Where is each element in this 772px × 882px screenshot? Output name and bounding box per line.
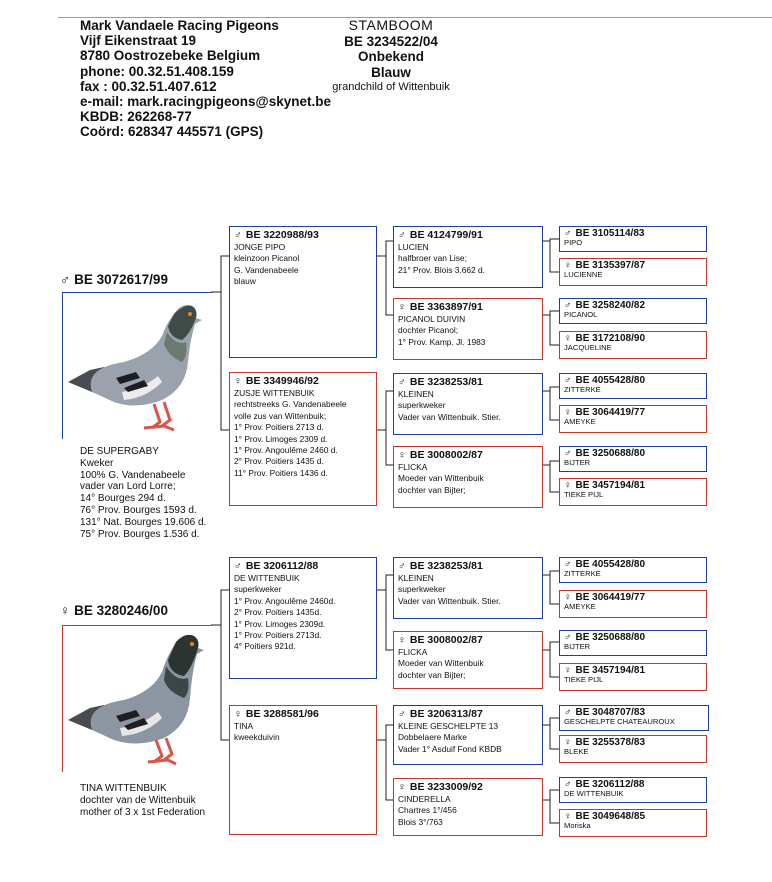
- gen4-name: DE WITTENBUIK: [564, 789, 624, 798]
- gen3-box-7: [393, 705, 543, 765]
- gen3-box-3: [393, 373, 543, 435]
- gen3-box-8: [393, 778, 543, 836]
- gen4-name: ZITTERKE: [564, 569, 601, 578]
- female-symbol-icon: ♀: [564, 811, 572, 822]
- sire-info-line: 75° Prov. Bourges 1.536 d.: [80, 528, 200, 540]
- gen4-box-7: [559, 446, 707, 472]
- sire-ring-label: [60, 272, 168, 287]
- gen4-name: LUCIENNE: [564, 270, 603, 279]
- female-symbol-icon: ♀: [234, 375, 242, 387]
- pedigree-line: Vader van Wittenbuik. Stier.: [398, 595, 501, 606]
- male-symbol-icon: ♂: [564, 228, 572, 239]
- male-symbol-icon: ♂: [398, 560, 406, 572]
- male-symbol-icon: ♂: [234, 560, 242, 572]
- pedigree-line: LUCIEN: [398, 242, 429, 252]
- gen4-box-4: [559, 331, 707, 359]
- pedigree-line: dochter van Bijter;: [398, 484, 466, 495]
- sire-info-line: DE SUPERGABY: [80, 446, 159, 457]
- pedigree-line: 2° Prov. Poitiers 1435d.: [234, 607, 322, 618]
- gen4-name: PICANOL: [564, 310, 598, 319]
- male-symbol-icon: ♂: [234, 229, 242, 241]
- male-symbol-icon: ♂: [564, 375, 572, 386]
- female-symbol-icon: ♀: [60, 603, 71, 618]
- pedigree-line: 1° Prov. Kamp. Jl. 1983: [398, 336, 486, 347]
- gen4-ring: BE 3172108/90: [575, 333, 646, 344]
- pedigree-line: rechtstreeks G. Vandenabeele: [234, 399, 347, 410]
- dam-ring-label: [60, 603, 168, 618]
- dam-info-line: TINA WITTENBUIK: [80, 783, 167, 794]
- gen4-name: AMEYKE: [564, 602, 596, 611]
- gen4-ring: BE 4055428/80: [575, 559, 646, 570]
- gen4-box-1: [559, 226, 707, 252]
- pedigree-title: STAMBOOM: [348, 17, 434, 33]
- sire-info-line: Kweker: [80, 457, 114, 469]
- sire-info-line: vader van Lord Lorre;: [80, 481, 176, 493]
- granddam-maternal-ring: ♀ BE 3288581/96: [234, 708, 319, 720]
- male-symbol-icon: ♂: [564, 300, 572, 311]
- female-symbol-icon: ♀: [398, 449, 406, 461]
- female-symbol-icon: ♀: [564, 737, 572, 748]
- pedigree-line: KLEINE GESCHELPTE 13: [398, 721, 499, 731]
- subject-note: grandchild of Wittenbuik: [332, 81, 450, 93]
- female-symbol-icon: ♀: [564, 333, 572, 344]
- female-symbol-icon: ♀: [398, 301, 406, 313]
- gen4-name: GESCHELPTE CHATEAUROUX: [564, 717, 675, 726]
- gen4-box-8: [559, 478, 707, 506]
- gen4-ring: BE 3206112/88: [575, 779, 645, 790]
- gen4-ring: BE 3064419/77: [575, 407, 646, 418]
- pedigree-line: dochter van Bijter;: [398, 669, 466, 680]
- pedigree-line: FLICKA: [398, 462, 428, 472]
- pedigree-line: 1° Prov. Poitiers 2713d.: [234, 630, 322, 641]
- gen4-ring: BE 3250688/80: [575, 448, 646, 459]
- breeder-phone: phone: 00.32.51.408.159: [80, 63, 234, 79]
- gen4-box-10: [559, 590, 707, 618]
- gen4-name: BIJTER: [564, 458, 591, 467]
- subject-color: Blauw: [371, 64, 411, 80]
- sire-info-line: 100% G. Vandenabeele: [80, 469, 186, 481]
- pedigree-line: Dobbelaere Marke: [398, 732, 467, 743]
- pedigree-line: 21° Prov. Blois 3.662 d.: [398, 264, 485, 275]
- pedigree-line: 1° Prov. Limoges 2309d.: [234, 618, 326, 629]
- pedigree-line: kleinzoon Picanol: [234, 253, 300, 264]
- gen4-name: Moriska: [564, 821, 591, 830]
- pedigree-line: PICANOL DUIVIN: [398, 314, 466, 324]
- pedigree-line: volle zus van Wittenbuik;: [234, 410, 327, 421]
- gen4-ring: BE 3457194/81: [575, 480, 646, 491]
- gen4-name: TIEKE PIJL: [564, 675, 604, 684]
- gen3-ring: BE 3008002/87: [409, 634, 483, 646]
- gen3-ring: BE 3206313/87: [409, 708, 483, 720]
- gen4-ring: BE 3135397/87: [575, 260, 646, 271]
- gen4-box-13: [559, 705, 709, 731]
- pedigree-line: 1° Prov. Angoulême 2460 d.: [234, 445, 338, 456]
- grandsire-paternal-ring: ♂ BE 3220988/93: [234, 229, 319, 241]
- pedigree-line: dochter Picanol;: [398, 325, 459, 336]
- pedigree-line: blauw: [234, 276, 256, 287]
- breeder-name: Mark Vandaele Racing Pigeons: [80, 18, 279, 33]
- sire-info-line: 14° Bourges 294 d.: [80, 493, 166, 505]
- grandsire-paternal-box: [229, 226, 377, 358]
- gen4-name: PIPO: [564, 238, 583, 247]
- female-symbol-icon: ♀: [398, 634, 406, 646]
- gen3-ring: BE 3238253/81: [409, 376, 483, 388]
- gen3-box-1: [393, 226, 543, 288]
- female-symbol-icon: ♀: [564, 480, 572, 491]
- gen4-ring: BE 3250688/80: [575, 632, 646, 643]
- pedigree-line: superkweker: [398, 584, 446, 595]
- dam-info-line: dochter van de Wittenbuik: [80, 794, 196, 806]
- sire-ring: BE 3072617/99: [74, 272, 168, 287]
- pedigree-line: ZUSJE WITTENBUIK: [234, 388, 315, 398]
- gen4-ring: BE 3105114/83: [575, 228, 645, 239]
- sire-info: [80, 446, 206, 540]
- pedigree-line: DE WITTENBUIK: [234, 573, 300, 583]
- gen4-ring: BE 3255378/83: [575, 737, 646, 748]
- breeder-gps: Coörd: 628347 445571 (GPS): [80, 124, 264, 140]
- breeder-street: Vijf Eikenstraat 19: [80, 33, 197, 49]
- sire-info-line: 131° Nat. Bourges 19.606 d.: [80, 516, 207, 528]
- gen4-name: ZITTERKE: [564, 385, 601, 394]
- female-symbol-icon: ♀: [398, 781, 406, 793]
- pedigree-line: 1° Prov. Limoges 2309 d.: [234, 433, 328, 444]
- breeder-kbdb: KBDB: 262268-77: [80, 109, 192, 125]
- pedigree-line: 4° Poitiers 921d.: [234, 641, 296, 652]
- gen3-box-4: [393, 446, 543, 508]
- pedigree-line: 1° Prov. Angoulême 2460d.: [234, 595, 336, 606]
- gen4-box-12: [559, 663, 707, 691]
- gen4-box-9: [559, 557, 707, 583]
- gen3-ring: BE 4124799/91: [409, 229, 483, 241]
- male-symbol-icon: ♂: [398, 708, 406, 720]
- gen4-box-2: [559, 258, 707, 286]
- gen3-box-5: [393, 557, 543, 619]
- gen4-ring: BE 3049648/85: [575, 811, 646, 822]
- gen4-ring: BE 4055428/80: [575, 375, 646, 386]
- granddam-paternal-ring: ♀ BE 3349946/92: [234, 375, 319, 387]
- pedigree-line: Blois 3°/763: [398, 816, 443, 827]
- sire-pigeon-photo: [64, 296, 210, 438]
- gen4-ring: BE 3048707/83: [575, 707, 646, 718]
- gen4-ring: BE 3457194/81: [575, 665, 646, 676]
- male-symbol-icon: ♂: [564, 632, 572, 643]
- gen3-ring: BE 3008002/87: [409, 449, 483, 461]
- pedigree-line: JONGE PIPO: [234, 242, 286, 252]
- pedigree-line: superkweker: [234, 584, 282, 595]
- gen4-box-16: [559, 809, 707, 837]
- pedigree-line: Vader van Wittenbuik. Stier.: [398, 411, 501, 422]
- dam-info-line: mother of 3 x 1st Federation: [80, 806, 206, 818]
- dam-info: [80, 783, 205, 818]
- pedigree-line: halfbroer van Lise;: [398, 253, 467, 264]
- gen4-box-6: [559, 405, 707, 433]
- gen4-box-3: [559, 298, 707, 324]
- female-symbol-icon: ♀: [234, 708, 242, 720]
- pedigree-line: Moeder van Wittenbuik: [398, 473, 484, 484]
- gen4-box-15: [559, 777, 707, 803]
- breeder-fax: fax : 00.32.51.407.612: [80, 78, 217, 94]
- subject-ring: BE 3234522/04: [344, 33, 438, 49]
- pedigree-line: KLEINEN: [398, 573, 434, 583]
- gen3-ring: BE 3233009/92: [409, 781, 483, 793]
- dam-pigeon-photo: [64, 628, 210, 770]
- dam-ring: BE 3280246/00: [74, 603, 168, 618]
- gen4-box-14: [559, 735, 707, 763]
- pedigree-line: 11° Prov. Poitiers 1436 d.: [234, 467, 328, 478]
- pedigree-line: Chartres 1°/456: [398, 805, 457, 816]
- female-symbol-icon: ♀: [564, 592, 572, 603]
- female-symbol-icon: ♀: [564, 665, 572, 676]
- gen4-ring: BE 3258240/82: [575, 300, 646, 311]
- pedigree-line: TINA: [234, 721, 254, 731]
- pedigree-line: FLICKA: [398, 647, 428, 657]
- gen3-box-2: [393, 298, 543, 360]
- granddam-paternal-box: [229, 372, 377, 506]
- gen3-ring: BE 3363897/91: [409, 301, 483, 313]
- male-symbol-icon: ♂: [564, 448, 572, 459]
- male-symbol-icon: ♂: [60, 272, 71, 287]
- pedigree-line: 1° Prov. Poitiers 2713 d.: [234, 422, 324, 433]
- gen4-box-5: [559, 373, 707, 399]
- breeder-email: e-mail: mark.racingpigeons@skynet.be: [80, 94, 331, 110]
- gen3-ring: BE 3238253/81: [409, 560, 483, 572]
- subject-sex: Onbekend: [357, 49, 424, 64]
- male-symbol-icon: ♂: [564, 707, 572, 718]
- pedigree-line: G. Vandenabeele: [234, 264, 299, 275]
- gen4-name: BIJTER: [564, 642, 591, 651]
- granddam-maternal-box: [229, 705, 377, 835]
- gen4-name: AMEYKE: [564, 417, 596, 426]
- sire-info-line: 76° Prov. Bourges 1593 d.: [80, 504, 197, 516]
- male-symbol-icon: ♂: [398, 229, 406, 241]
- gen4-name: JACQUELINE: [564, 343, 612, 352]
- male-symbol-icon: ♂: [564, 779, 572, 790]
- gen3-box-6: [393, 631, 543, 689]
- grandsire-maternal-ring: ♂ BE 3206112/88: [234, 560, 319, 572]
- breeder-city: 8780 Oostrozebeke Belgium: [80, 48, 261, 64]
- male-symbol-icon: ♂: [398, 376, 406, 388]
- male-symbol-icon: ♂: [564, 559, 572, 570]
- pedigree-line: Vader 1° Asduif Fond KBDB: [398, 743, 502, 754]
- grandsire-maternal-box: [229, 557, 377, 679]
- pedigree-line: KLEINEN: [398, 389, 434, 399]
- female-symbol-icon: ♀: [564, 260, 572, 271]
- pedigree-line: superkweker: [398, 400, 446, 411]
- gen4-ring: BE 3064419/77: [575, 592, 646, 603]
- pedigree-line: CINDERELLA: [398, 794, 451, 804]
- pedigree-line: 2° Prov. Poitiers 1435 d.: [234, 456, 324, 467]
- pedigree-line: Moeder van Wittenbuik: [398, 658, 484, 669]
- gen4-name: TIEKE PIJL: [564, 490, 604, 499]
- pedigree-line: kweekduivin: [234, 732, 280, 743]
- gen4-box-11: [559, 630, 707, 656]
- female-symbol-icon: ♀: [564, 407, 572, 418]
- gen4-name: BLEKE: [564, 747, 589, 756]
